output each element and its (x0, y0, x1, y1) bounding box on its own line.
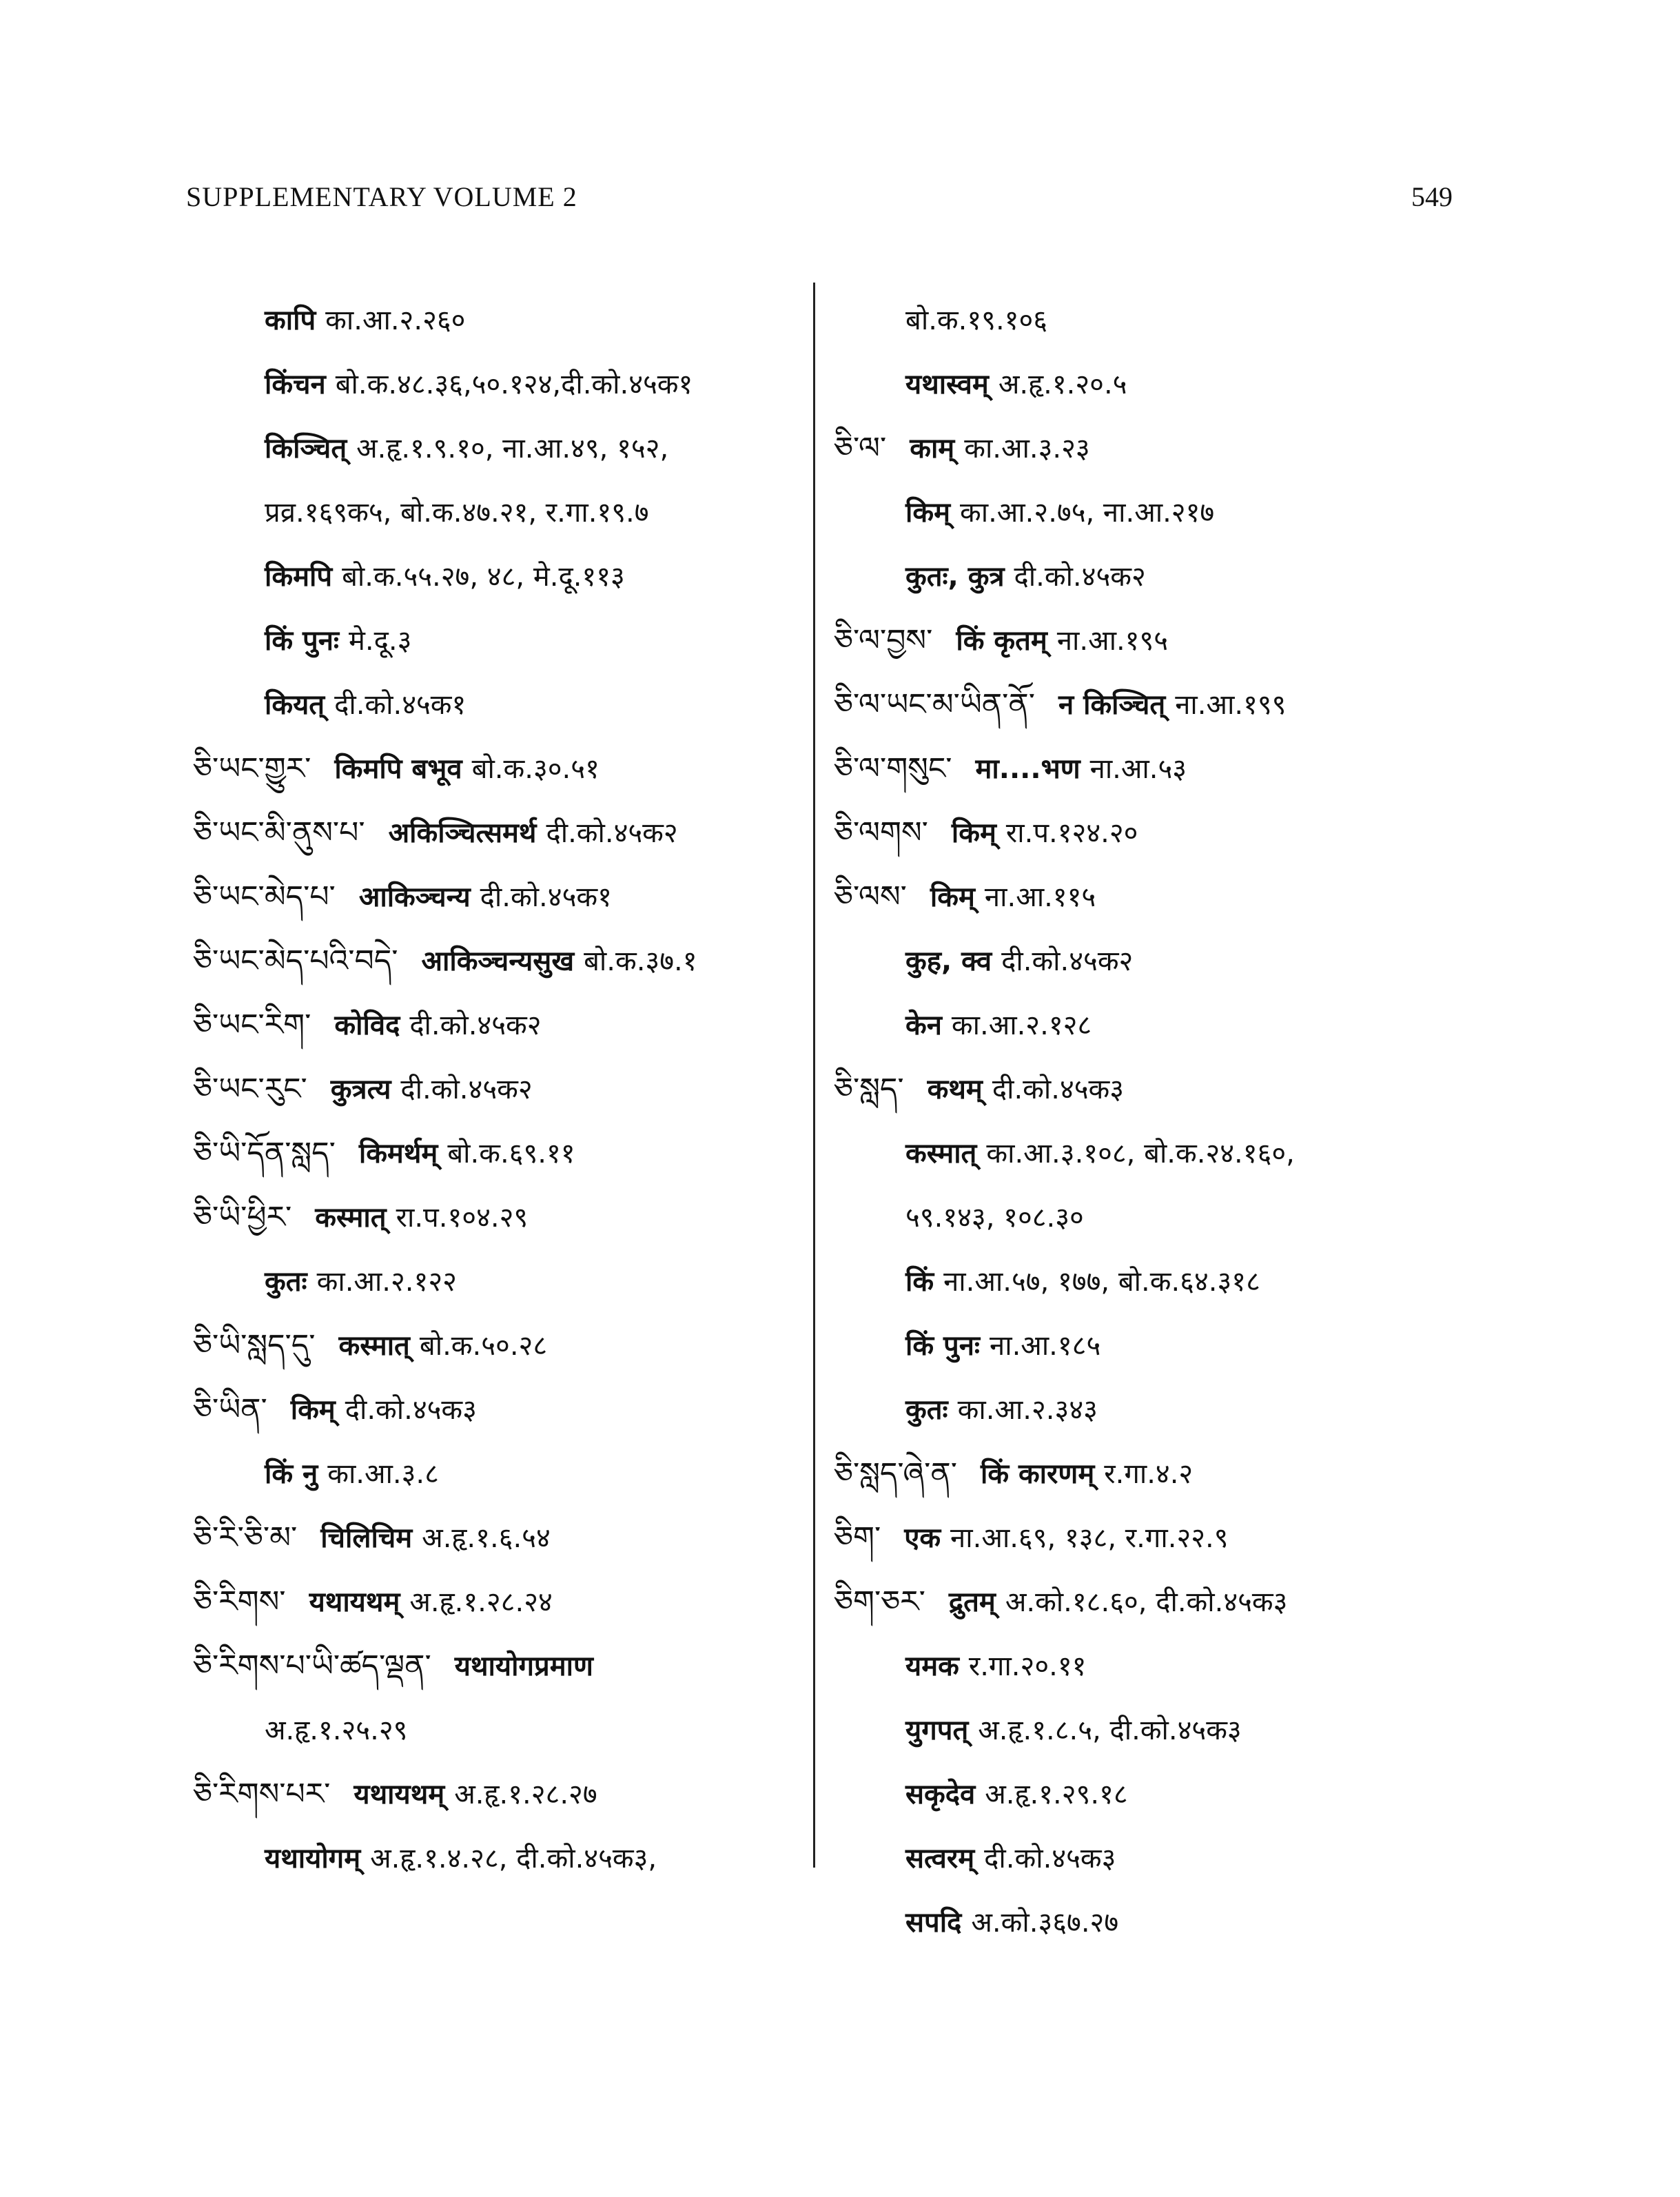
sanskrit-equivalent: सकृदेव (905, 1778, 976, 1810)
tibetan-headword: ཅི་སླད་ (834, 1071, 904, 1107)
dictionary-entry (193, 1121, 799, 1185)
source-reference: ना.आ.११५ (984, 881, 1096, 913)
column-divider (813, 283, 815, 1868)
dictionary-entry (834, 1378, 1454, 1442)
dictionary-entry (193, 1442, 799, 1506)
sanskrit-equivalent: चिलिचिम (320, 1522, 413, 1554)
sanskrit-equivalent: कोविद (334, 1009, 400, 1041)
tibetan-headword: ཅི་ཡི་དོན་སླད་ (193, 1135, 336, 1171)
source-reference: बो.क.१९.१०६ (905, 304, 1048, 336)
sanskrit-equivalent: सपदि (905, 1906, 962, 1939)
tibetan-headword: ཅི་ཡང་རིག་ (193, 1007, 311, 1043)
sanskrit-equivalent: कापि (265, 304, 316, 336)
sanskrit-equivalent: कस्मात् (338, 1329, 410, 1362)
source-reference: बो.क.५५.२७, ४८, मे.दू.११३ (342, 560, 625, 593)
sanskrit-equivalent: किम् (905, 496, 950, 529)
tibetan-headword: ཅི་སླད་ཞེ་ན་ (834, 1455, 957, 1491)
source-reference: अ.हृ.१.८.५, दी.को.४५क३ (978, 1714, 1242, 1746)
sanskrit-equivalent: किं नु (265, 1458, 318, 1490)
dictionary-entry (193, 1634, 799, 1698)
dictionary-entry (193, 352, 799, 416)
source-reference: र.गा.२०.११ (968, 1650, 1087, 1682)
source-reference: दी.को.४५क३ (345, 1393, 477, 1426)
tibetan-headword: ཅི་ཡི་ཕྱིར་ (193, 1199, 292, 1235)
source-reference: दी.को.४५क२ (1014, 560, 1146, 593)
dictionary-entry (193, 929, 799, 993)
sanskrit-equivalent: किं कारणम् (980, 1458, 1095, 1490)
dictionary-entry (834, 1570, 1454, 1634)
dictionary-entry (193, 865, 799, 929)
tibetan-headword: ཅི་ལས་ (834, 879, 907, 914)
dictionary-entry (193, 609, 799, 673)
sanskrit-equivalent: किमपि बभूव (334, 753, 462, 785)
sanskrit-equivalent: कुत्रत्य (330, 1073, 391, 1105)
tibetan-headword: ཅི་ཡི་སླད་དུ་ (193, 1327, 316, 1363)
source-reference: का.आ.२.७५, ना.आ.२१७ (960, 496, 1215, 529)
source-reference: का.आ.२.२६० (325, 304, 466, 336)
sanskrit-equivalent: यथायथम् (354, 1778, 445, 1810)
dictionary-entry (834, 288, 1454, 352)
source-reference: का.आ.३.८ (327, 1458, 439, 1490)
tibetan-headword: ཅི་རིགས་པ་ཡི་ཚད་ལྡན་ (193, 1648, 431, 1684)
source-reference: रा.प.१२४.२० (1005, 817, 1138, 849)
sanskrit-equivalent: किं पुनः (905, 1329, 981, 1362)
dictionary-entry (834, 1057, 1454, 1121)
dictionary-entry (193, 1762, 799, 1826)
tibetan-headword: ཅིག་ཅར་ (834, 1584, 925, 1619)
dictionary-entry (834, 1442, 1454, 1506)
source-reference: ना.आ.१९५ (1056, 624, 1169, 657)
left-column (193, 288, 799, 1890)
dictionary-entry (193, 480, 799, 544)
sanskrit-equivalent: किञ्चित् (265, 432, 347, 464)
source-reference: का.आ.२.१२२ (316, 1265, 457, 1298)
dictionary-entry (193, 801, 799, 865)
source-reference: ना.आ.१८५ (990, 1329, 1101, 1362)
source-reference: का.आ.३.२३ (964, 432, 1090, 464)
source-reference: ना.आ.५३ (1089, 753, 1187, 785)
dictionary-entry (834, 1185, 1454, 1249)
sanskrit-equivalent: किम् (290, 1393, 336, 1426)
sanskrit-equivalent: कुह, क्व (905, 945, 992, 977)
sanskrit-equivalent: आकिञ्चन्य (358, 881, 471, 913)
source-reference: दी.को.४५क२ (546, 817, 678, 849)
tibetan-headword: ཅིག་ (834, 1520, 881, 1555)
dictionary-entry (193, 416, 799, 480)
tibetan-headword: ཅི་ལགས་ (834, 815, 928, 850)
sanskrit-equivalent: केन (905, 1009, 942, 1041)
source-reference: रा.प.१०४.२९ (396, 1201, 529, 1234)
dictionary-entry (193, 1057, 799, 1121)
source-reference: अ.हृ.१.६.५४ (422, 1522, 551, 1554)
sanskrit-equivalent: यमक (905, 1650, 959, 1682)
source-reference: का.आ.३.१०८, बो.क.२४.१६०, (986, 1137, 1295, 1169)
sanskrit-equivalent: यथायथम् (309, 1586, 400, 1618)
sanskrit-equivalent: यथायोगप्रमाण (454, 1650, 593, 1682)
source-reference: ५९.१४३, १०८.३० (905, 1201, 1084, 1234)
page-number: 549 (1411, 181, 1453, 212)
dictionary-entry (834, 737, 1454, 801)
dictionary-entry (834, 801, 1454, 865)
dictionary-entry (834, 1249, 1454, 1314)
sanskrit-equivalent: एक (904, 1522, 941, 1554)
tibetan-headword: ཅི་ཡང་མི་ནུས་པ་ (193, 815, 365, 850)
source-reference: प्रव्र.१६९क५, बो.क.४७.२१, र.गा.१९.७ (265, 496, 649, 529)
source-reference: अ.हृ.१.२८.२४ (409, 1586, 553, 1618)
source-reference: दी.को.४५क३ (984, 1842, 1116, 1874)
dictionary-entry (193, 737, 799, 801)
sanskrit-equivalent: किम् (930, 881, 975, 913)
sanskrit-equivalent: सत्वरम् (905, 1842, 975, 1874)
source-reference: दी.को.४५क१ (334, 688, 467, 721)
source-reference: अ.को.१८.६०, दी.को.४५क३ (1005, 1586, 1288, 1618)
sanskrit-equivalent: किम् (951, 817, 996, 849)
source-reference: बो.क.४८.३६,५०.१२४,दी.को.४५क१ (335, 368, 693, 400)
tibetan-headword: ཅི་ཡིན་ (193, 1391, 267, 1427)
dictionary-entry (193, 1185, 799, 1249)
dictionary-entry (193, 673, 799, 737)
source-reference: अ.हृ.१.२५.२९ (265, 1714, 408, 1746)
dictionary-entry (834, 1698, 1454, 1762)
sanskrit-equivalent: मा....भण (975, 753, 1080, 785)
tibetan-headword: ཅི་ལ་གསུང་ (834, 750, 952, 786)
running-head: SUPPLEMENTARY VOLUME 2 (186, 181, 577, 212)
source-reference: ना.आ.५७, १७७, बो.क.६४.३१८ (943, 1265, 1260, 1298)
sanskrit-equivalent: द्रुतम् (948, 1586, 996, 1618)
right-column (834, 288, 1454, 1954)
sanskrit-equivalent: कुतः, कुत्र (905, 560, 1005, 593)
dictionary-entry (834, 416, 1454, 480)
sanskrit-equivalent: आकिञ्चन्यसुख (421, 945, 575, 977)
source-reference: दी.को.४५क२ (400, 1073, 533, 1105)
tibetan-headword: ཅི་རིགས་པར་ (193, 1776, 331, 1812)
source-reference: दी.को.४५क३ (992, 1073, 1125, 1105)
dictionary-entry (834, 1314, 1454, 1378)
tibetan-headword: ཅི་རིགས་ (193, 1584, 286, 1619)
tibetan-headword: ཅི་ཡང་གྱུར་ (193, 750, 311, 786)
dictionary-entry (834, 544, 1454, 609)
sanskrit-equivalent: कियत् (265, 688, 325, 721)
dictionary-entry (834, 993, 1454, 1057)
dictionary-entry (834, 1890, 1454, 1954)
sanskrit-equivalent: यथायोगम् (265, 1842, 361, 1874)
sanskrit-equivalent: कुतः (905, 1393, 948, 1426)
dictionary-entry (193, 1249, 799, 1314)
source-reference: दी.को.४५क१ (480, 881, 612, 913)
sanskrit-equivalent: काम् (910, 432, 955, 464)
sanskrit-equivalent: कथम् (927, 1073, 983, 1105)
sanskrit-equivalent: न किञ्चित् (1058, 688, 1166, 721)
sanskrit-equivalent: अकिञ्चित्समर्थ (388, 817, 537, 849)
source-reference: अ.को.३६७.२७ (971, 1906, 1119, 1939)
tibetan-headword: ཅི་རི་ཅི་མ་ (193, 1520, 298, 1555)
source-reference: र.गा.४.२ (1104, 1458, 1194, 1490)
dictionary-entry (193, 544, 799, 609)
source-reference: का.आ.२.१२८ (951, 1009, 1092, 1041)
source-reference: अ.हृ.१.२०.५ (998, 368, 1127, 400)
dictionary-entry (834, 1762, 1454, 1826)
dictionary-entry (834, 1634, 1454, 1698)
source-reference: दी.को.४५क२ (409, 1009, 542, 1041)
source-reference: ना.आ.६९, १३८, र.गा.२२.९ (950, 1522, 1229, 1554)
dictionary-entry (193, 993, 799, 1057)
tibetan-headword: ཅི་ཡང་རུང་ (193, 1071, 307, 1107)
sanskrit-equivalent: यथास्वम् (905, 368, 989, 400)
sanskrit-equivalent: कुतः (265, 1265, 307, 1298)
dictionary-entry (193, 1314, 799, 1378)
source-reference: का.आ.२.३४३ (957, 1393, 1098, 1426)
source-reference: अ.हृ.१.२९.१८ (985, 1778, 1128, 1810)
sanskrit-equivalent: कस्मात् (905, 1137, 977, 1169)
source-reference: बो.क.३०.५१ (471, 753, 600, 785)
tibetan-headword: ཅི་ཡང་མེད་པའི་བདེ་ (193, 943, 398, 979)
dictionary-entry (193, 1570, 799, 1634)
tibetan-headword: ཅི་ལ་ (834, 430, 887, 466)
dictionary-entry (193, 1698, 799, 1762)
tibetan-headword: ཅི་ཡང་མེད་པ་ (193, 879, 336, 914)
source-reference: अ.हृ.१.४.२८, दी.को.४५क३, (370, 1842, 657, 1874)
dictionary-entry (834, 609, 1454, 673)
dictionary-entry (193, 1826, 799, 1890)
sanskrit-equivalent: कस्मात् (315, 1201, 387, 1234)
sanskrit-equivalent: किमर्थम् (358, 1137, 438, 1169)
dictionary-entry (193, 1378, 799, 1442)
source-reference: मे.दू.३ (349, 624, 412, 657)
source-reference: ना.आ.१९९ (1175, 688, 1287, 721)
dictionary-entry (193, 288, 799, 352)
source-reference: बो.क.५०.२८ (419, 1329, 548, 1362)
dictionary-entry (834, 480, 1454, 544)
source-reference: अ.हृ.१.२८.२७ (454, 1778, 597, 1810)
dictionary-entry (834, 1506, 1454, 1570)
dictionary-entry (834, 1826, 1454, 1890)
source-reference: दी.को.४५क२ (1001, 945, 1134, 977)
sanskrit-equivalent: किं (905, 1265, 934, 1298)
sanskrit-equivalent: किंचन (265, 368, 326, 400)
tibetan-headword: ཅི་ལ་ཡང་མ་ཡིན་ནོ་ (834, 686, 1035, 722)
source-reference: बो.क.६९.११ (447, 1137, 575, 1169)
sanskrit-equivalent: किं कृतम् (956, 624, 1047, 657)
sanskrit-equivalent: युगपत् (905, 1714, 969, 1746)
dictionary-entry (834, 352, 1454, 416)
dictionary-entry (834, 929, 1454, 993)
dictionary-entry (834, 673, 1454, 737)
sanskrit-equivalent: किमपि (265, 560, 333, 593)
dictionary-entry (834, 1121, 1454, 1185)
sanskrit-equivalent: किं पुनः (265, 624, 340, 657)
tibetan-headword: ཅི་ལ་བྱས་ (834, 622, 933, 658)
dictionary-entry (193, 1506, 799, 1570)
dictionary-entry (834, 865, 1454, 929)
page-header (186, 181, 1453, 222)
source-reference: बो.क.३७.१ (584, 945, 697, 977)
source-reference: अ.हृ.१.९.१०, ना.आ.४९, १५२, (356, 432, 669, 464)
